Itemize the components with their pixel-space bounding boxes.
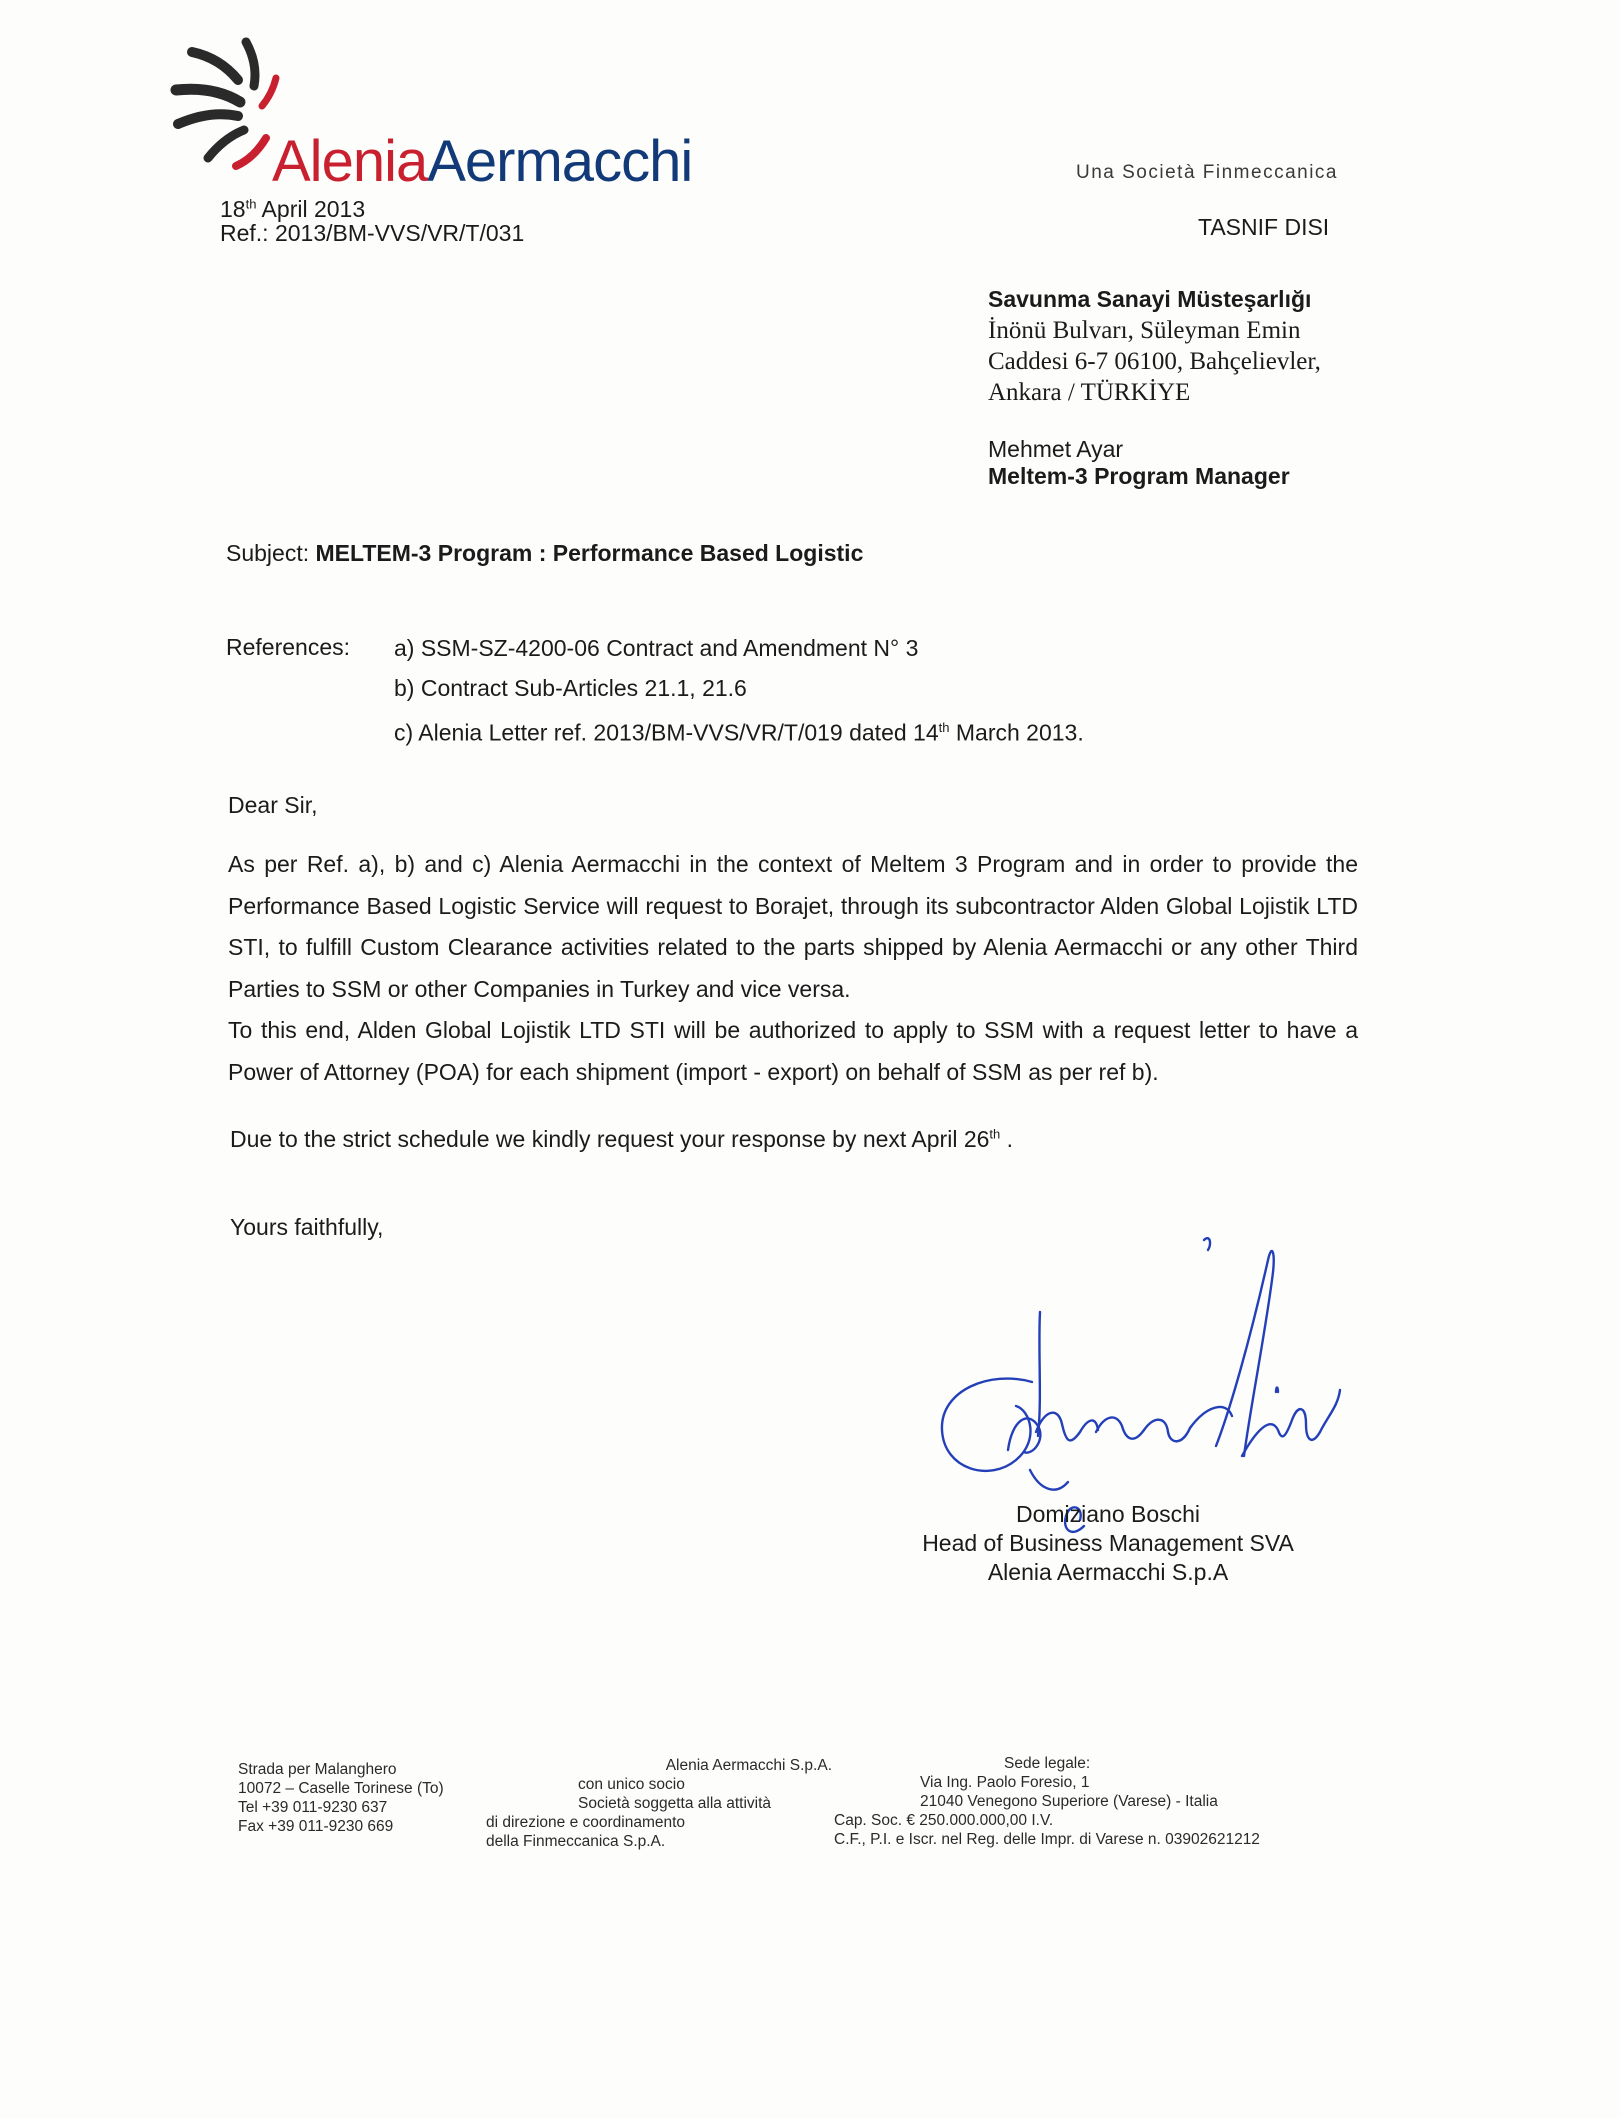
contact-name: Mehmet Ayar [988,436,1124,462]
recipient-address-line: İnönü Bulvarı, Süleyman Emin [988,317,1301,344]
signer-name: Domiziano Boschi [1015,1501,1201,1527]
letter-date: 18th April 2013 [220,196,366,222]
footer-line: Società soggetta alla attività [578,1795,772,1812]
recipient-address-block [988,284,1321,408]
subject-text: MELTEM-3 Program : Performance Based Logistic [315,540,864,566]
footer-line: della Finmeccanica S.p.A. [486,1833,666,1850]
footer-line: C.F., P.I. e Iscr. nel Reg. delle Impr. di Varese n. 03902621212 [834,1831,1260,1848]
company-logo-text: AleniaAermacchi [272,129,693,194]
recipient-address-line: Caddesi 6-7 06100, Bahçelievler, [988,348,1321,375]
closing: Yours faithfully, [230,1214,384,1240]
body-paragraph: As per Ref. a), b) and c) Alenia Aermacchi in the context of Meltem 3 Program and in order to provide the Performance Based Logistic Service will request to Borajet, through its subcontractor Alden Global Lojistik LTD STI, to fulfill Custom Clearance activities related to the parts shipped by Alenia Aermacchi or any other Third Parties to SSM or other Companies in Turkey and vice versa. [228,851,1358,1002]
footer-line: con unico socio [578,1776,685,1793]
footer-line: 21040 Venegono Superiore (Varese) - Italia [920,1793,1218,1810]
classification-label: TASNIF DISI [1198,214,1330,240]
footer-line: Sede legale: [1004,1755,1091,1772]
body-paragraph: To this end, Alden Global Lojistik LTD STI will be authorized to apply to SSM with a request letter to have a Power of Attorney (POA) for each shipment (import - export) on behalf of SSM as per ref b). [228,1017,1358,1085]
footer-line: Strada per Malanghero [238,1761,397,1778]
recipient-organization: Savunma Sanayi Müsteşarlığı [988,286,1312,312]
references-list [394,628,1084,753]
signer-title: Head of Business Management SVA [922,1530,1294,1556]
footer-line: Via Ing. Paolo Foresio, 1 [920,1774,1090,1791]
reference-item: b) Contract Sub-Articles 21.1, 21.6 [394,675,747,701]
footer-line: di direzione e coordinamento [486,1814,686,1831]
letter-reference: Ref.: 2013/BM-VVS/VR/T/031 [220,220,525,246]
footer-line: Cap. Soc. € 250.000.000,00 I.V. [834,1812,1054,1829]
subject-label: Subject: [226,540,316,566]
response-deadline: Due to the strict schedule we kindly request your response by next April 26th . [230,1126,1014,1152]
footer-legal-column [834,1754,1354,1849]
footer-line: 10072 – Caselle Torinese (To) [238,1780,444,1797]
footer-line: Fax +39 011-9230 669 [238,1818,394,1835]
reference-item: c) Alenia Letter ref. 2013/BM-VVS/VR/T/019 dated 14th March 2013. [394,719,1084,746]
reference-item: a) SSM-SZ-4200-06 Contract and Amendment N° 3 [394,635,919,661]
signer-block [908,1500,1308,1587]
salutation: Dear Sir, [228,792,318,818]
company-tagline: Una Società Finmeccanica [1076,162,1338,183]
footer-line: Alenia Aermacchi S.p.A. [665,1757,832,1774]
letter-body [228,844,1358,1093]
footer-address-column [238,1760,444,1836]
signer-company: Alenia Aermacchi S.p.A [987,1559,1229,1585]
letter-subject [226,540,863,567]
recipient-contact [988,436,1290,490]
footer-company-column [486,1756,846,1851]
contact-role: Meltem-3 Program Manager [988,463,1290,489]
recipient-address-line: Ankara / TÜRKİYE [988,379,1191,406]
references-label: References: [226,634,351,660]
footer-line: Tel +39 011-9230 637 [238,1799,388,1816]
